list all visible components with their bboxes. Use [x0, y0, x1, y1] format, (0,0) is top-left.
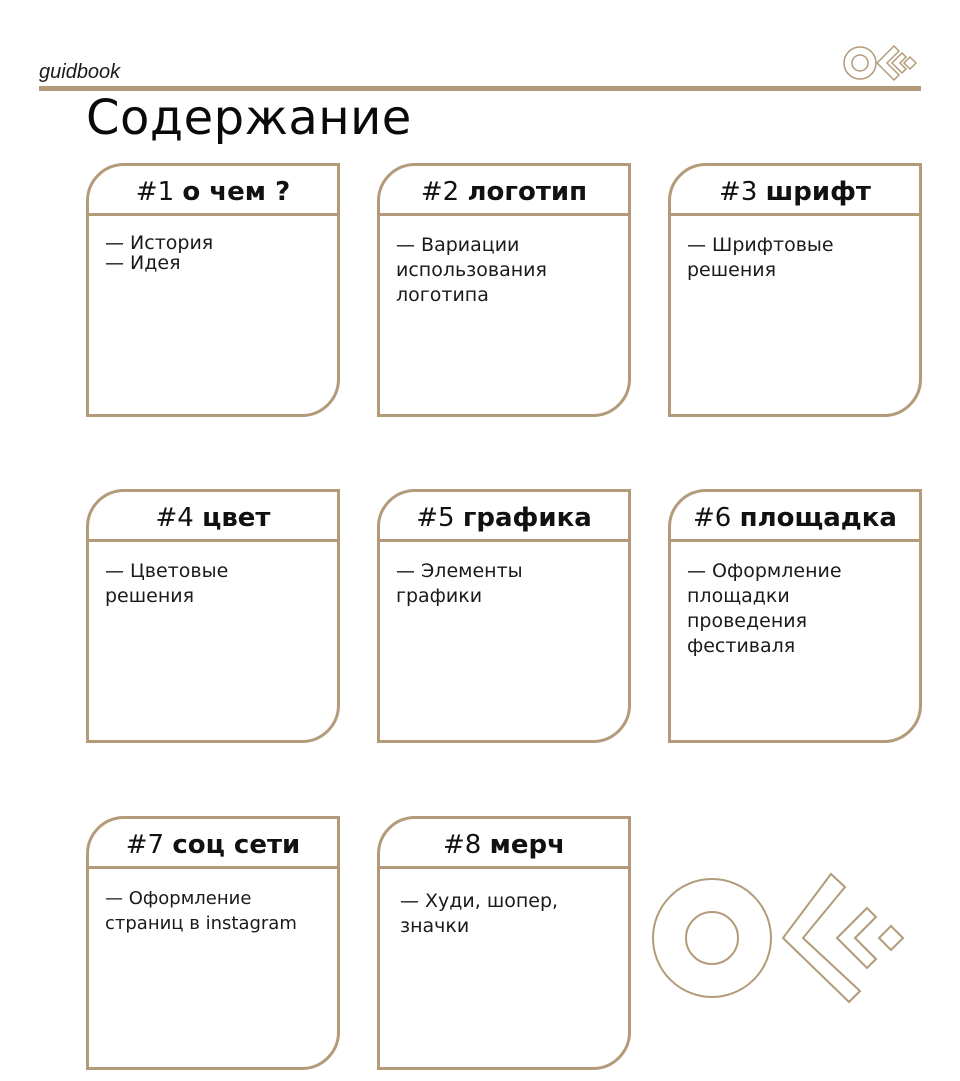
card-social[interactable] [86, 816, 340, 1070]
card-header [671, 492, 919, 542]
card-number: #7 [125, 830, 165, 860]
card-name: графика [462, 503, 592, 533]
card-number: #8 [443, 830, 482, 860]
card-body [671, 216, 919, 283]
card-color[interactable] [86, 489, 340, 743]
card-body [89, 869, 337, 936]
card-item: — Худи, шопер, значки [400, 890, 559, 937]
card-body [380, 216, 628, 308]
card-number: #3 [719, 177, 758, 207]
card-header [380, 166, 628, 216]
card-number: #2 [420, 177, 460, 207]
card-number: #6 [693, 503, 732, 533]
card-name: о чем ? [182, 177, 291, 207]
card-item: — Идея [105, 252, 181, 274]
card-name: мерч [489, 830, 565, 860]
card-graphics[interactable] [377, 489, 631, 743]
card-font[interactable] [668, 163, 922, 417]
card-item: — Цветовые решения [105, 560, 229, 607]
card-logo[interactable] [377, 163, 631, 417]
card-name: цвет [202, 503, 271, 533]
card-number: #1 [135, 177, 175, 207]
card-number: #5 [416, 503, 455, 533]
card-header [89, 819, 337, 869]
card-body [89, 542, 337, 609]
card-item: — Вариации использования логотипа [396, 234, 547, 306]
festival-logo-large-icon [650, 872, 915, 1004]
header-label: guidbook [39, 61, 121, 83]
card-name: соц сети [172, 830, 301, 860]
page-title: Содержание [86, 90, 412, 146]
card-about[interactable] [86, 163, 340, 417]
card-name: шрифт [765, 177, 871, 207]
card-header [380, 492, 628, 542]
card-merch[interactable] [377, 816, 631, 1070]
card-item: — Шрифтовые решения [687, 234, 834, 281]
card-item: — Оформление площадки проведения фестиваля [687, 560, 842, 657]
card-name: логотип [467, 177, 588, 207]
card-number: #4 [155, 503, 194, 533]
festival-logo-icon [842, 43, 922, 83]
card-venue[interactable] [668, 489, 922, 743]
card-header [89, 166, 337, 216]
card-body [380, 869, 628, 939]
card-item: — Элементы графики [396, 560, 523, 607]
card-body [380, 542, 628, 609]
card-body [89, 216, 337, 273]
card-name: площадка [739, 503, 897, 533]
card-header [380, 819, 628, 869]
card-item: — Оформление страниц в instagram [105, 888, 297, 934]
card-body [671, 542, 919, 659]
card-item: — История [105, 232, 214, 254]
card-header [671, 166, 919, 216]
card-header [89, 492, 337, 542]
